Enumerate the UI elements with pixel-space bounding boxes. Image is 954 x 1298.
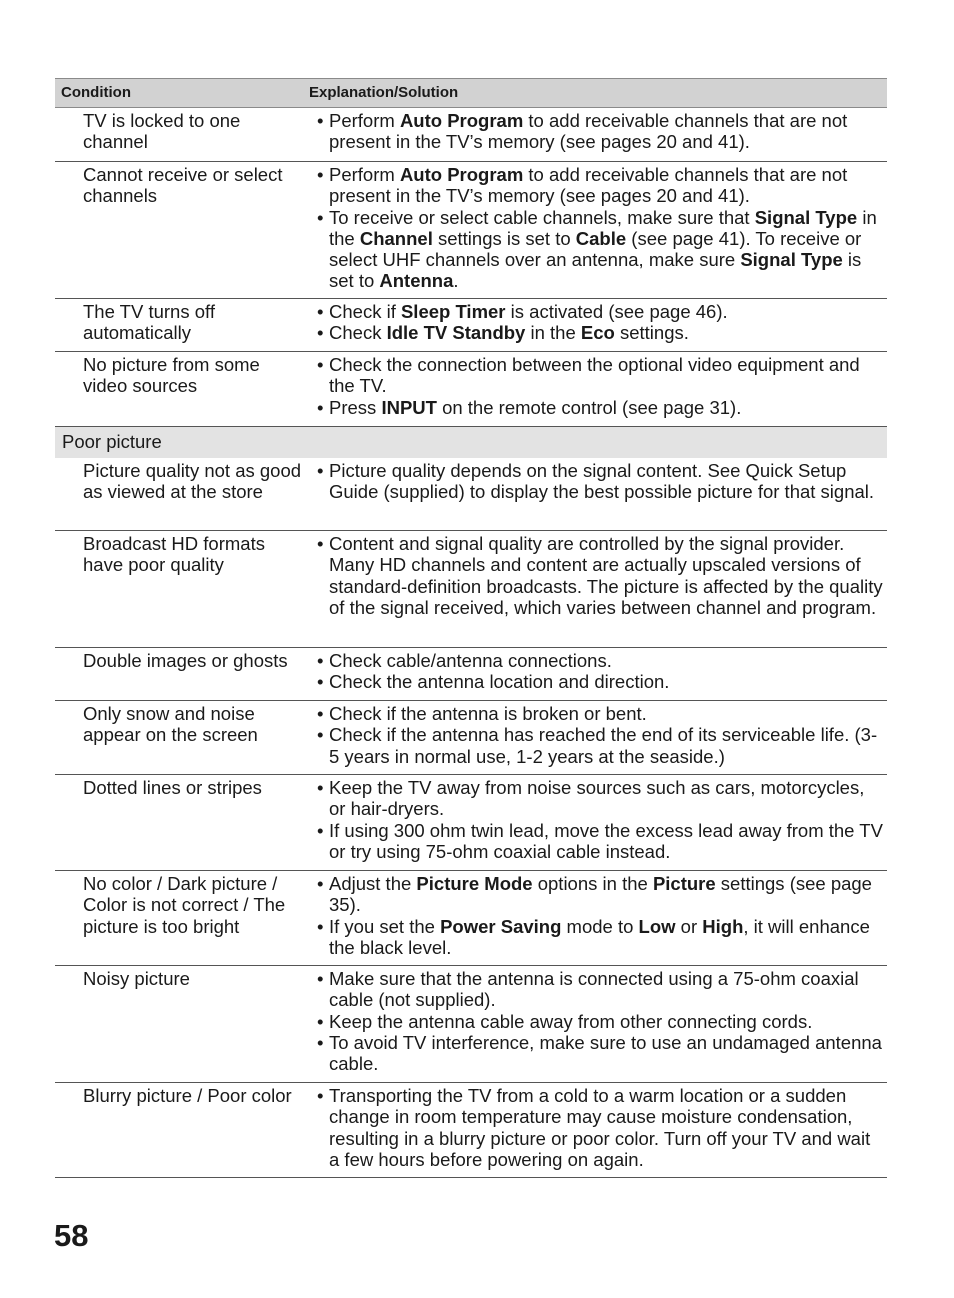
explanation-cell (317, 703, 885, 767)
condition-cell: No color / Dark picture / Color is not correct / The picture is too bright (83, 873, 286, 937)
bullet-item (317, 207, 885, 292)
bullet-text: on the remote control (see page 31). (436, 396, 742, 418)
bullet-item (317, 322, 885, 343)
explanation-cell (317, 968, 885, 1074)
bullet-text: Transporting the TV from a cold to a warm location or a sudden change in room temperature may cause moisture condensation, resulting in a blurry picture or poor color. Turn off your TV and wait a few hours before powering on again. (329, 1085, 871, 1170)
condition-cell: Double images or ghosts (83, 650, 288, 671)
bullet-item (317, 397, 885, 418)
bullet-item (317, 777, 885, 820)
condition-cell: The TV turns off automatically (83, 301, 215, 344)
bullet-text: Check if (329, 301, 401, 322)
bullet-text: Perform (329, 110, 400, 131)
bullet-text: Check cable/antenna connections. (329, 650, 612, 671)
bullet-item (317, 164, 885, 207)
table-row (55, 871, 887, 966)
setting-name: INPUT (381, 396, 437, 418)
table-row (55, 352, 887, 427)
table-row (55, 775, 887, 871)
table-row (55, 648, 887, 701)
bullet-text: If you set the (329, 915, 441, 937)
setting-name: Cable (575, 227, 627, 249)
bullet-text: Check (329, 322, 387, 344)
bullet-text: To avoid TV interference, make sure to use an undamaged antenna cable. (329, 1031, 882, 1075)
condition-cell: Noisy picture (83, 968, 190, 989)
explanation-cell (317, 164, 885, 292)
explanation-cell (317, 301, 885, 344)
explanation-cell (317, 650, 885, 693)
bullet-text: options in the (532, 873, 653, 894)
table-row (55, 162, 887, 299)
condition-cell: Only snow and noise appear on the screen (83, 703, 258, 746)
page-number: 58 (54, 1218, 89, 1253)
explanation-cell (317, 1085, 885, 1170)
condition-cell: No picture from some video sources (83, 354, 260, 397)
condition-cell: Blurry picture / Poor color (83, 1085, 292, 1106)
bullet-text: settings (see page 35). (329, 873, 872, 916)
bullet-item (317, 533, 885, 618)
setting-name: Auto Program (399, 164, 524, 185)
table-row (55, 458, 887, 531)
bullet-item (317, 110, 885, 153)
explanation-cell (317, 460, 885, 503)
bullet-item (317, 650, 885, 671)
explanation-cell (317, 110, 885, 153)
bullet-text: settings. (614, 322, 689, 344)
bullet-item (317, 301, 885, 322)
bullet-item (317, 820, 885, 863)
explanation-cell (317, 873, 885, 958)
table-row (55, 1083, 887, 1178)
bullet-item (317, 703, 885, 724)
bullet-text: Keep the TV away from noise sources such as cars, motorcycles, or hair-dryers. (329, 777, 865, 820)
bullet-item (317, 460, 885, 503)
explanation-cell (317, 354, 885, 418)
table-header (55, 78, 887, 108)
condition-cell: Dotted lines or stripes (83, 777, 262, 798)
condition-cell: Picture quality not as good as viewed at the store (83, 460, 302, 503)
condition-cell: TV is locked to one channel (83, 110, 241, 153)
bullet-text: settings is set to (432, 227, 576, 249)
bullet-text: Check if the antenna has reached the end of its serviceable life. (3-5 years in normal use, 1-2 years at the seaside.) (329, 724, 878, 767)
setting-name: Power Saving (440, 915, 562, 937)
setting-name: Sleep Timer (400, 301, 506, 322)
setting-name: Picture (652, 873, 716, 894)
setting-name: Eco (580, 322, 615, 344)
bullet-text: . (453, 270, 459, 292)
section-poor-picture (55, 427, 887, 458)
bullet-text: Check if the antenna is broken or bent. (329, 703, 647, 724)
bullet-text: Content and signal quality are controlled by the signal provider. Many HD channels and content are actually upscaled versions of standard-definition broadcasts. The picture is affected by the quality of the signal received, which varies between channel and program. (329, 533, 883, 618)
bullet-text: in the (525, 322, 581, 344)
table-row (55, 108, 887, 162)
bullet-item (317, 1032, 885, 1075)
bullet-item (317, 724, 885, 767)
table-row (55, 531, 887, 648)
row-group-poor-picture (55, 458, 887, 1178)
setting-name: Signal Type (740, 249, 843, 271)
setting-name: Auto Program (399, 110, 524, 131)
setting-name: Antenna (379, 270, 454, 292)
setting-name: Picture Mode (416, 873, 533, 894)
condition-cell: Broadcast HD formats have poor quality (83, 533, 265, 576)
bullet-text: to add receivable channels that are not present in the TV’s memory (see pages 20 and 41). (329, 110, 848, 153)
bullet-text: (see page 41). To receive or select UHF channels over an antenna, make sure (329, 227, 862, 271)
bullet-text: , it will enhance the black level. (329, 915, 870, 958)
condition-header: Condition (61, 84, 131, 101)
explanation-cell (317, 777, 885, 862)
troubleshooting-table (55, 78, 887, 1178)
table-row (55, 299, 887, 352)
bullet-text: Check the antenna location and direction. (329, 671, 670, 693)
bullet-text: Adjust the (329, 873, 417, 894)
setting-name: High (702, 915, 744, 937)
bullet-item (317, 968, 885, 1011)
bullet-text: Check the connection between the optional video equipment and the TV. (329, 354, 860, 397)
bullet-text: Perform (329, 164, 400, 185)
bullet-item (317, 354, 885, 397)
table-row (55, 701, 887, 775)
section-label: Poor picture (62, 431, 162, 452)
bullet-text: If using 300 ohm twin lead, move the excess lead away from the TV or try using 75-ohm coaxial cable instead. (329, 819, 883, 862)
bullet-text: is activated (see page 46). (505, 301, 728, 322)
setting-name: Channel (359, 227, 433, 249)
bullet-text: Make sure that the antenna is connected using a 75-ohm coaxial cable (not supplied). (329, 968, 859, 1011)
bullet-text: or (675, 915, 703, 937)
bullet-item (317, 1011, 885, 1032)
bullet-text: Keep the antenna cable away from other connecting cords. (329, 1010, 813, 1032)
bullet-text: Picture quality depends on the signal content. See Quick Setup Guide (supplied) to display the best possible picture for that signal. (329, 460, 875, 503)
explanation-header: Explanation/Solution (309, 84, 459, 101)
setting-name: Low (638, 915, 676, 937)
explanation-cell (317, 533, 885, 618)
bullet-text: Press (329, 396, 382, 418)
bullet-item (317, 873, 885, 916)
bullet-item (317, 916, 885, 959)
bullet-text: in the (329, 206, 877, 249)
row-group-general (55, 108, 887, 427)
setting-name: Signal Type (754, 206, 858, 228)
bullet-text: mode to (561, 915, 639, 937)
bullet-text: To receive or select cable channels, make sure that (329, 206, 755, 228)
setting-name: Idle TV Standby (386, 322, 526, 344)
bullet-text: is set to (329, 249, 862, 292)
bullet-text: to add receivable channels that are not present in the TV’s memory (see pages 20 and 41). (329, 164, 848, 207)
bullet-item (317, 671, 885, 692)
table-row (55, 966, 887, 1083)
condition-cell: Cannot receive or select channels (83, 164, 283, 207)
bullet-item (317, 1085, 885, 1170)
